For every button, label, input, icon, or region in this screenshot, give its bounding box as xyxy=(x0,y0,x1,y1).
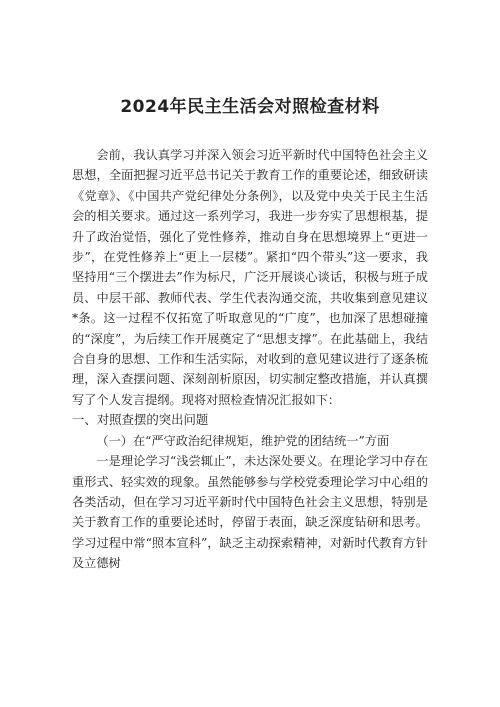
document-title: 2024年民主生活会对照检查材料 xyxy=(120,97,380,117)
intro-paragraph: 会前，我认真学习并深入领会习近平新时代中国特色社会主义思想，全面把握习近平总书记关于教育工作的重要论述，细致研读《党章》、《中国共产党纪律处分条例》，以及党中央关于民主生活会的相关要求。通过这一系列学习，我进一步夯实了思想根基，提升了政治觉悟，强化了党性修养，推动自身在思想境界上“更进一步”，在党性修养上“更上一层楼”。紧扣“四个带头”这一要求，我坚持用“三个摆进去”作为标尺，广泛开展谈心谈话，积极与班子成员、中层干部、教师代表、学生代表沟通交流，共收集到意见建议*条。这一过程不仅拓宽了听取意见的“广度”，也加深了思想碰撞的“深度”，为后续工作开展奠定了“思想支撑”。在此基础上，我结合自身的思想、工作和生活实际，对收到的意见建议进行了逐条梳理，深入查摆问题、深刻剖析原因，切实制定整改措施，并认真撰写了个人发言提纲。现将对照检查情况汇报如下： xyxy=(72,148,428,407)
subsection-heading: （一）在“严守政治纪律规矩，维护党的团结统一”方面 xyxy=(96,433,390,448)
document-body xyxy=(72,145,428,574)
section-heading: 一、对照查摆的突出问题 xyxy=(72,412,209,428)
point-paragraph: 一是理论学习“浅尝辄止”，未达深处要义。在理论学习中存在重形式、轻实效的现象。虽然能够参与学校党委理论学习中心组的各类活动，但在学习习近平新时代中国特色社会主义思想，特别是关于教育工作的重要论述时，停留于表面，缺乏深度钻研和思考。学习过程中常“照本宣科”，缺乏主动探索精神，对新时代教育方针及立德树 xyxy=(72,454,428,571)
